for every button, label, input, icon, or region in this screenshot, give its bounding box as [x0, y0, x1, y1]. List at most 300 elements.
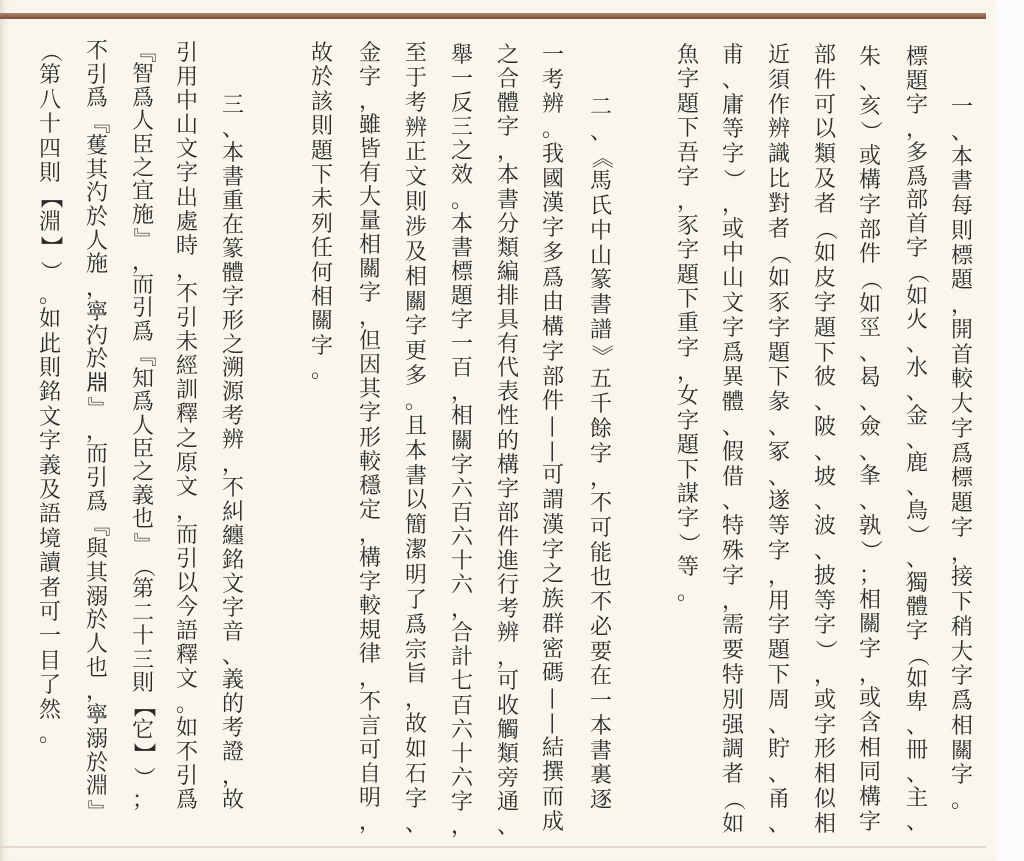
glyph: 知 [131, 366, 154, 392]
glyph: 及 [38, 478, 61, 504]
glyph: 部 [496, 500, 519, 526]
glyph: 字 [721, 563, 744, 589]
glyph: 曷 [858, 365, 881, 391]
glyph: 十 [450, 741, 473, 767]
glyph: 也 [589, 565, 612, 591]
glyph: 下 [310, 162, 333, 188]
glyph: 爲 [175, 787, 198, 813]
glyph: 、 [221, 116, 244, 142]
glyph: ； [131, 788, 154, 813]
glyph: ） [812, 639, 838, 662]
glyph: 能 [589, 540, 612, 566]
glyph: 金 [358, 41, 381, 66]
glyph: 合 [450, 621, 473, 647]
glyph: 關 [450, 428, 473, 454]
glyph: 山 [175, 113, 198, 139]
glyph: 觸 [496, 717, 519, 743]
glyph: 也 [85, 655, 108, 681]
glyph: 八 [38, 87, 61, 113]
glyph: 一 [589, 689, 612, 714]
glyph: 自 [358, 761, 381, 787]
glyph: 下 [767, 365, 790, 391]
glyph: 則 [38, 356, 61, 382]
glyph: 簡 [404, 513, 427, 539]
glyph: 豕 [676, 213, 699, 239]
glyph: 字 [358, 281, 381, 307]
glyph: 比 [767, 166, 790, 192]
glyph: 於 [310, 65, 333, 91]
glyph: 假 [721, 439, 744, 465]
glyph: 量 [358, 209, 381, 235]
glyph: 處 [175, 209, 198, 235]
glyph: ， [404, 687, 427, 713]
paragraph-1-line-5 [764, 44, 794, 836]
glyph: 通 [496, 789, 519, 815]
glyph: 排 [496, 283, 519, 309]
glyph: 首 [905, 212, 928, 238]
glyph: 。 [950, 788, 973, 813]
glyph: 、 [813, 538, 836, 564]
glyph: 未 [175, 330, 198, 356]
glyph: 强 [721, 712, 744, 738]
glyph: 氏 [589, 194, 612, 219]
glyph: 而 [175, 522, 198, 548]
glyph: 辨 [496, 621, 519, 647]
glyph: 不 [358, 689, 381, 715]
glyph: 石 [404, 761, 427, 787]
glyph: 題 [310, 138, 333, 164]
glyph: 言 [358, 713, 381, 739]
glyph: 字 [858, 809, 881, 835]
glyph: 、 [721, 414, 744, 440]
glyph: 之 [450, 139, 473, 165]
glyph: 用 [767, 588, 790, 614]
glyph: 字 [404, 314, 427, 340]
glyph: 爲 [541, 265, 564, 291]
glyph: 山 [589, 243, 612, 269]
glyph: 證 [221, 739, 244, 765]
glyph: 字 [813, 290, 836, 316]
glyph: 卑 [905, 690, 928, 716]
glyph: 』 [130, 227, 156, 250]
glyph: 書 [450, 235, 473, 261]
glyph: 音 [221, 619, 244, 645]
glyph: 下 [676, 457, 699, 483]
glyph: 於 [85, 205, 108, 231]
glyph: 、 [767, 464, 790, 490]
glyph: ， [950, 293, 973, 318]
glyph: 鹿 [905, 451, 928, 477]
glyph: 火 [905, 307, 928, 333]
top-rule [0, 13, 986, 19]
glyph: ， [85, 679, 108, 705]
glyph: 標 [450, 259, 473, 285]
glyph: 字 [589, 441, 612, 467]
glyph: 異 [721, 365, 744, 391]
glyph: 𣶒 [85, 371, 108, 397]
glyph: 十 [38, 112, 61, 138]
glyph: 三 [131, 647, 154, 673]
glyph: 多 [541, 240, 564, 266]
glyph: 漢 [541, 191, 564, 217]
glyph: ） [904, 524, 930, 547]
glyph: 本 [221, 140, 244, 166]
glyph: 定 [358, 497, 381, 523]
glyph: 可 [813, 92, 836, 118]
glyph: 需 [721, 613, 744, 639]
glyph: 字 [450, 452, 473, 478]
glyph: 部 [858, 217, 881, 243]
glyph: ， [721, 191, 744, 217]
glyph: 字 [221, 596, 244, 622]
glyph: 寧 [85, 703, 108, 729]
glyph: 引 [131, 296, 154, 322]
glyph: 字 [38, 429, 61, 455]
glyph: — [540, 687, 566, 710]
glyph: 七 [450, 669, 473, 695]
glyph: 本 [450, 211, 473, 237]
glyph: 《 [588, 145, 614, 168]
glyph: 或 [858, 143, 881, 169]
glyph: 似 [813, 786, 836, 812]
paragraph-1-line-7 [673, 44, 703, 605]
glyph: 未 [310, 187, 333, 213]
glyph: 大 [950, 392, 973, 417]
glyph: 庸 [721, 92, 744, 118]
glyph: 進 [496, 548, 519, 574]
glyph: 題 [950, 491, 973, 516]
glyph: 臣 [131, 436, 154, 462]
glyph: 如 [813, 241, 836, 267]
glyph: 殊 [721, 538, 744, 564]
glyph: 則 [131, 670, 154, 696]
glyph: 對 [767, 191, 790, 217]
glyph: 的 [496, 428, 519, 454]
glyph: 孰 [858, 513, 881, 539]
glyph: 更 [404, 339, 427, 365]
glyph: 字 [905, 236, 928, 262]
glyph: 十 [450, 548, 473, 574]
glyph: 收 [496, 693, 519, 719]
glyph: 、 [905, 714, 928, 740]
glyph: 周 [767, 687, 790, 713]
glyph: 別 [721, 687, 744, 713]
glyph: 【 [130, 695, 156, 718]
glyph: ， [221, 763, 244, 789]
glyph: 人 [85, 228, 108, 254]
paragraph-3-line-1 [218, 94, 248, 812]
glyph: 考 [496, 597, 519, 623]
glyph: 》 [588, 343, 614, 366]
glyph: 千 [589, 392, 612, 417]
glyph: 於 [85, 608, 108, 634]
glyph: 之 [541, 562, 564, 588]
glyph: 『 [130, 344, 156, 367]
glyph: 糾 [221, 500, 244, 526]
glyph: 。 [38, 721, 61, 747]
glyph: 甫 [721, 43, 744, 68]
glyph: 字 [310, 333, 333, 359]
glyph: 三 [221, 93, 244, 118]
glyph: 不 [175, 739, 198, 765]
glyph: 讀 [38, 551, 61, 577]
glyph: 篆 [221, 236, 244, 262]
glyph: 行 [496, 573, 519, 599]
glyph: 字 [358, 569, 381, 595]
glyph: ； [858, 563, 881, 589]
glyph: 文 [38, 404, 61, 430]
glyph: 今 [175, 595, 198, 621]
glyph: 件 [813, 67, 836, 93]
glyph: 該 [310, 89, 333, 115]
glyph: 類 [496, 741, 519, 767]
glyph: 引 [85, 62, 108, 88]
glyph: 僉 [858, 415, 881, 441]
glyph: 釋 [175, 402, 198, 428]
paragraph-2-line-1 [586, 96, 616, 812]
glyph: 、 [589, 119, 612, 145]
paragraph-3-line-5 [35, 40, 65, 747]
glyph: 書 [950, 169, 973, 195]
glyph: 字 [496, 476, 519, 502]
glyph: 題 [450, 283, 473, 309]
glyph: 引 [175, 546, 198, 572]
glyph: 等 [767, 514, 790, 540]
glyph: 的 [221, 691, 244, 717]
glyph: ） [130, 766, 156, 789]
glyph: ， [358, 521, 381, 547]
paragraph-2-line-7 [307, 42, 337, 383]
glyph: 分 [496, 211, 519, 237]
glyph: 『 [84, 514, 110, 537]
glyph: 題 [676, 91, 699, 117]
glyph: 群 [541, 611, 564, 637]
glyph: 如 [404, 737, 427, 763]
glyph: 關 [950, 738, 973, 764]
glyph: 字 [950, 664, 973, 690]
glyph: 六 [450, 476, 473, 502]
glyph: 、 [767, 811, 790, 837]
glyph: 我 [541, 141, 564, 167]
glyph: 故 [404, 712, 427, 738]
glyph: 、 [767, 414, 790, 440]
glyph: 文 [175, 137, 198, 163]
glyph: 溺 [85, 726, 108, 752]
glyph: 舉 [450, 43, 473, 68]
glyph: 相 [858, 735, 881, 761]
glyph: 如 [905, 284, 928, 310]
glyph: 不 [589, 590, 612, 615]
glyph: 臣 [131, 132, 154, 158]
glyph: 而 [541, 785, 564, 811]
glyph: 銘 [221, 548, 244, 574]
glyph: 溺 [85, 584, 108, 610]
glyph: 遂 [767, 489, 790, 515]
glyph: 淵 [85, 774, 108, 800]
glyph: 了 [404, 587, 427, 613]
glyph: 魚 [676, 43, 699, 68]
glyph: 而 [131, 273, 154, 299]
glyph: （ [766, 242, 792, 265]
glyph: 。 [541, 117, 564, 143]
paragraph-3-line-3 [128, 40, 158, 812]
glyph: （ [857, 268, 883, 291]
glyph: 字 [721, 315, 744, 341]
glyph: 者 [38, 575, 61, 601]
glyph: 故 [310, 41, 333, 66]
glyph: 成 [541, 809, 564, 835]
glyph: 代 [496, 356, 519, 382]
glyph: 譜 [589, 317, 612, 343]
glyph: 、 [858, 439, 881, 465]
glyph: 涉 [404, 215, 427, 241]
glyph: 爲 [721, 340, 744, 366]
glyph: 近 [767, 43, 790, 68]
glyph: 要 [721, 638, 744, 664]
glyph: 』 [130, 532, 156, 555]
paragraph-3-line-4 [82, 40, 112, 822]
glyph: 淵 [38, 209, 61, 235]
glyph: 爲 [131, 319, 154, 345]
glyph: 如 [858, 291, 881, 317]
glyph: 字 [767, 315, 790, 341]
glyph: 寧 [85, 299, 108, 325]
paragraph-3-line-2 [172, 42, 202, 812]
glyph: 如 [38, 307, 61, 333]
paragraph-2-line-5 [401, 42, 431, 836]
glyph: ， [905, 116, 928, 142]
paragraph-1-line-6 [718, 44, 748, 836]
glyph: 相 [450, 404, 473, 430]
glyph: 合 [496, 67, 519, 93]
glyph: 智 [131, 62, 154, 88]
glyph: 至 [404, 41, 427, 66]
glyph: 、 [858, 69, 881, 95]
glyph: 字 [450, 308, 473, 334]
glyph: 三 [450, 115, 473, 141]
glyph: ， [450, 814, 473, 839]
glyph: 故 [221, 787, 244, 813]
glyph: 明 [358, 785, 381, 811]
glyph: 水 [905, 355, 928, 381]
glyph: 。 [404, 389, 427, 415]
glyph: ， [496, 139, 519, 165]
glyph: 字 [813, 613, 836, 639]
glyph: 人 [131, 413, 154, 439]
glyph: 、 [721, 67, 744, 93]
glyph: 接 [950, 565, 973, 591]
glyph: 、 [767, 762, 790, 788]
glyph: 於 [85, 750, 108, 776]
glyph: 構 [496, 452, 519, 478]
glyph: 題 [813, 315, 836, 341]
glyph: 類 [496, 235, 519, 261]
glyph: 冊 [905, 738, 928, 764]
glyph: 須 [767, 67, 790, 93]
glyph: 第 [131, 577, 154, 603]
glyph: 字 [676, 506, 699, 532]
glyph: 字 [905, 92, 928, 118]
glyph: 且 [404, 413, 427, 439]
glyph: 女 [676, 384, 699, 410]
glyph: 部 [905, 188, 928, 214]
glyph: ， [950, 540, 973, 566]
glyph: 爲 [85, 489, 108, 515]
glyph: 下 [950, 590, 973, 615]
glyph: 考 [221, 404, 244, 430]
glyph: ） [857, 539, 883, 562]
glyph: 吾 [676, 140, 699, 166]
glyph: 文 [175, 667, 198, 693]
glyph: 四 [38, 136, 61, 162]
paragraph-1-line-3 [855, 46, 885, 834]
glyph: 文 [721, 290, 744, 316]
glyph: 溯 [221, 356, 244, 382]
paragraph-1-line-4 [810, 44, 840, 836]
glyph: 【 [37, 186, 63, 209]
glyph: 字 [858, 637, 881, 663]
glyph: 、 [813, 439, 836, 465]
glyph: 亥 [858, 94, 881, 120]
glyph: 百 [450, 356, 473, 382]
glyph: 字 [676, 67, 699, 93]
glyph: 爲 [950, 441, 973, 467]
glyph: 本 [589, 713, 612, 739]
glyph: 陂 [813, 414, 836, 440]
glyph: 體 [721, 390, 744, 416]
glyph: 因 [358, 353, 381, 379]
glyph: 題 [905, 68, 928, 94]
glyph: 中 [175, 89, 198, 115]
glyph: 用 [175, 65, 198, 91]
glyph: 字 [858, 193, 881, 219]
glyph: 出 [175, 185, 198, 211]
glyph: 由 [541, 290, 564, 316]
glyph: 題 [767, 340, 790, 366]
glyph: 或 [813, 687, 836, 713]
glyph: 具 [496, 308, 519, 334]
glyph: 與 [85, 537, 108, 563]
glyph: 部 [813, 43, 836, 68]
glyph: 時 [175, 233, 198, 259]
paragraph-2-line-3 [493, 44, 523, 838]
glyph: 字 [496, 115, 519, 141]
glyph: 標 [950, 243, 973, 269]
glyph: 者 [813, 191, 836, 217]
glyph: 相 [404, 264, 427, 290]
glyph: 於 [85, 347, 108, 373]
glyph: 效 [450, 163, 473, 189]
scan-margin [996, 0, 1024, 861]
glyph: 、 [813, 390, 836, 416]
glyph: 蒦 [85, 133, 108, 159]
glyph: 、 [767, 712, 790, 738]
glyph: 必 [589, 614, 612, 640]
glyph: 書 [589, 293, 612, 318]
glyph: 等 [813, 588, 836, 614]
glyph: 義 [38, 453, 61, 479]
glyph: 旨 [404, 662, 427, 688]
glyph: 字 [541, 339, 564, 365]
glyph: 相 [358, 233, 381, 259]
glyph: 字 [676, 335, 699, 361]
glyph: 及 [813, 166, 836, 192]
glyph: 標 [905, 45, 928, 70]
glyph: 漢 [541, 512, 564, 538]
glyph: 則 [310, 114, 333, 140]
glyph: 源 [221, 380, 244, 406]
glyph: 原 [175, 450, 198, 476]
